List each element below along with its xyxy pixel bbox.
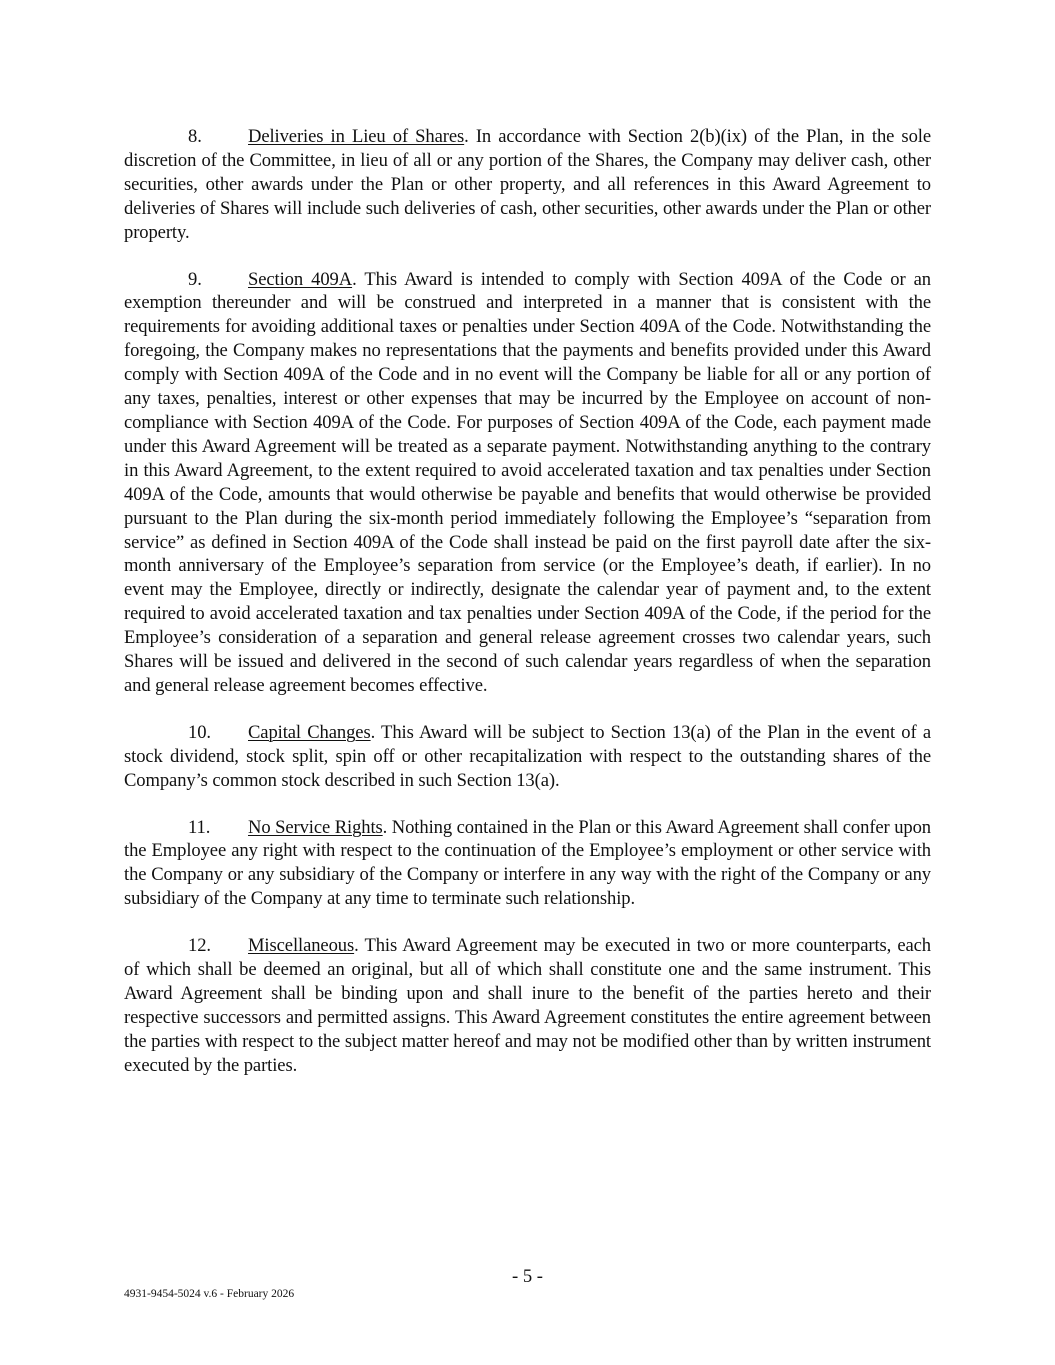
section-body: . This Award is intended to comply with Section 409A of the Code or an exemption thereunder and will be construed and interpreted in a manner that is consistent with the requirements for avoiding additional taxes or penalties under Section 409A of the Code. Notwithstanding the foregoing, the Company makes no representations that the payments and benefits provided under this Award comply with Section 409A of the Code and in no event will the Company be liable for all or any portion of any taxes, penalties, interest or other expenses that may be incurred by the Employee on account of non-compliance with Section 409A of the Code. For purposes of Section 409A of the Code, each payment made under this Award Agreement will be treated as a separate payment. Notwithstanding anything to the contrary in this Award Agreement, to the extent required to avoid accelerated taxation and tax penalties under Section 409A of the Code, amounts that would otherwise be payable and benefits that would otherwise be provided pursuant to the Plan during the six-month period immediately following the Employee’s “separation from service” as defined in Section 409A of the Code shall instead be paid on the first payroll date after the six-month anniversary of the Employee’s separation from service (or the Employee’s death, if earlier). In no event may the Employee, directly or indirectly, designate the calendar year of payment and, to the extent required to avoid accelerated taxation and tax penalties under Section 409A of the Code, if the period for the Employee’s consideration of a separation and general release agreement crosses two calendar years, such Shares will be issued and delivered in the second of such calendar years regardless of when the separation and general release agreement becomes effective.: [124, 268, 931, 696]
section-number: 8.: [188, 126, 202, 147]
section-number: 9.: [188, 268, 202, 290]
section-11: [124, 816, 931, 912]
section-12: [124, 934, 931, 1077]
section-9: [124, 268, 931, 698]
section-heading: Deliveries in Lieu of Shares: [248, 126, 465, 147]
section-body: . This Award will be subject to Section 13(a) of the Plan in the event of a stock dividend, stock split, spin off or other recapitalization with respect to the outstanding shares of the Company’s common stock described in such Section 13(a).: [124, 721, 931, 791]
section-heading: No Service Rights: [248, 816, 383, 838]
document-body: [124, 125, 931, 1101]
section-heading: Section 409A: [248, 268, 353, 290]
section-heading: Miscellaneous: [248, 935, 355, 957]
section-8: [124, 125, 931, 245]
section-heading: Capital Changes: [248, 721, 371, 743]
section-body: . Nothing contained in the Plan or this Award Agreement shall confer upon the Employee any right with respect to the continuation of the Employee’s employment or other service with the Company or any subsidiary of the Company or interfere in any way with the right of the Company or any subsidiary of the Company at any time to terminate such relationship.: [124, 816, 932, 910]
section-body: . In accordance with Section 2(b)(ix) of the Plan, in the sole discretion of the Committee, in lieu of all or any portion of the Shares, the Company may deliver cash, other securities, other awards under the Plan or other property, and all references in this Award Agreement to deliveries of Shares will include such deliveries of cash, other securities, other awards under the Plan or other property.: [124, 126, 931, 243]
section-10: [124, 721, 931, 793]
document-id: 4931-9454-5024 v.6 - February 2026: [124, 1288, 295, 1300]
section-body: . This Award Agreement may be executed in two or more counterparts, each of which shall be deemed an original, but all of which shall constitute one and the same instrument. This Award Agreement shall be binding upon and shall inure to the benefit of the parties hereto and their respective successors and permitted assigns. This Award Agreement constitutes the entire agreement between the parties with respect to the subject matter hereof and may not be modified other than by written instrument executed by the parties.: [124, 935, 931, 1076]
page-number: - 5 -: [512, 1266, 543, 1287]
section-number: 11.: [188, 816, 211, 838]
section-number: 10.: [188, 721, 211, 743]
section-number: 12.: [188, 935, 211, 957]
